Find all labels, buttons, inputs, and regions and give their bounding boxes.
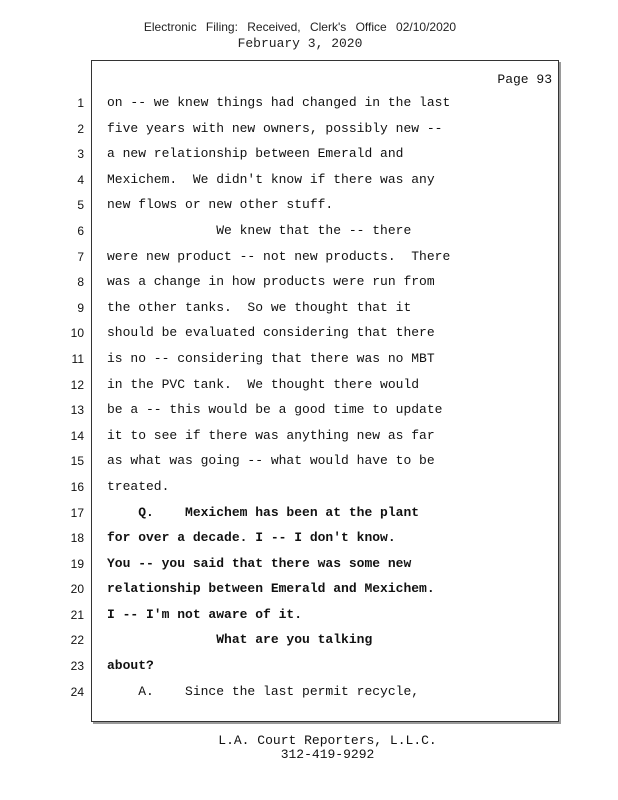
line-number: 2	[77, 121, 84, 136]
page-number: Page 93	[497, 72, 552, 87]
transcript-line-question: about?	[107, 658, 154, 674]
line-number: 12	[70, 377, 84, 392]
transcript-line: was a change in how products were run from	[107, 274, 435, 290]
transcript-line: treated.	[107, 478, 170, 494]
transcript-line: is no -- considering that there was no MBT	[107, 350, 435, 366]
line-number: 14	[70, 428, 84, 443]
line-number: 7	[77, 249, 84, 264]
transcript-line: were new product -- not new products. There	[107, 248, 451, 264]
transcript-line: a new relationship between Emerald and	[107, 146, 404, 162]
transcript-text	[107, 93, 553, 707]
transcript-date: February 3, 2020	[237, 36, 363, 51]
transcript-line-question: What are you talking	[107, 632, 373, 648]
reporter-phone: 312-419-9292	[280, 747, 375, 762]
line-number: 4	[77, 172, 84, 187]
transcript-line-question: I -- I'm not aware of it.	[107, 606, 303, 622]
transcript-line: five years with new owners, possibly new --	[107, 120, 443, 136]
transcript-line: be a -- this would be a good time to update	[107, 402, 443, 418]
line-number: 6	[77, 223, 84, 238]
line-number: 8	[77, 275, 84, 290]
line-number: 5	[77, 198, 84, 213]
transcript-line: on -- we knew things had changed in the last	[107, 95, 451, 110]
line-number: 23	[70, 659, 84, 674]
transcript-line: in the PVC tank. We thought there would	[107, 376, 420, 392]
transcript-line: should be evaluated considering that there	[107, 325, 435, 341]
line-number: 10	[70, 326, 84, 341]
transcript-line: We knew that the -- there	[107, 222, 412, 238]
transcript-line: A. Since the last permit recycle,	[107, 683, 420, 699]
line-number: 16	[70, 479, 84, 494]
line-number: 24	[70, 684, 84, 699]
line-number: 17	[70, 505, 84, 520]
transcript-line: new flows or new other stuff.	[107, 197, 334, 213]
line-number: 21	[70, 607, 84, 622]
transcript-line: Mexichem. We didn't know if there was any	[107, 171, 435, 187]
transcript-line-question: for over a decade. I -- I don't know.	[107, 530, 396, 546]
line-number: 18	[70, 531, 84, 546]
transcript-line-question: Q. Mexichem has been at the plant	[107, 504, 420, 520]
transcript-line-question: relationship between Emerald and Mexichem.	[107, 581, 435, 597]
line-number: 3	[77, 147, 84, 162]
transcript-line: it to see if there was anything new as far	[107, 427, 435, 443]
line-number: 11	[71, 351, 84, 366]
line-number: 13	[70, 403, 84, 418]
filing-stamp: Electronic Filing: Received, Clerk's Office 02/10/2020	[143, 20, 457, 34]
line-number-column	[62, 93, 84, 707]
line-number: 1	[77, 96, 84, 110]
transcript-line-question: You -- you said that there was some new	[107, 555, 412, 571]
transcript-line: the other tanks. So we thought that it	[107, 299, 412, 315]
line-number: 15	[70, 454, 84, 469]
reporter-firm: L.A. Court Reporters, L.L.C.	[218, 733, 437, 748]
line-number: 20	[70, 582, 84, 597]
line-number: 19	[70, 556, 84, 571]
line-number: 22	[70, 633, 84, 648]
transcript-line: as what was going -- what would have to be	[107, 453, 435, 469]
line-number: 9	[77, 300, 84, 315]
